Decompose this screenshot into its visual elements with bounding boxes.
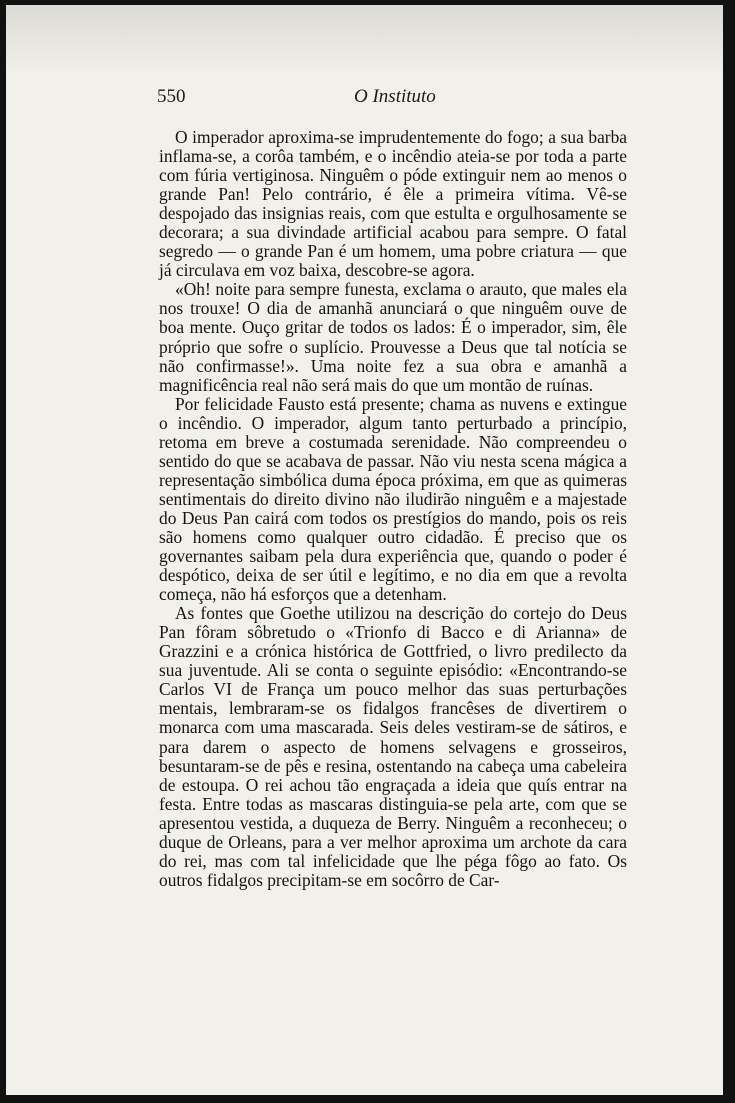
scan-shadow <box>6 5 723 75</box>
scan-border-right <box>723 0 735 1103</box>
page-header <box>157 86 627 112</box>
scan-border-left <box>0 0 6 1103</box>
paragraph: «Oh! noite para sempre funesta, exclama o arauto, que males ela nos trouxe! O dia de amanhã anunciará o que ninguêm ouve de boa mente. Ouço gritar de todos os lados: É o imperador, sim, êle próprio que sofre o suplício. Prouvesse a Deus que tal notícia se não confirmasse!». Uma noite fez a sua obra e amanhã a magnificência real não será mais do que um montão de ruínas. <box>159 279 627 395</box>
scan-border-bottom <box>0 1095 735 1103</box>
paragraph: O imperador aproxima-se imprudentemente do fogo; a sua barba inflama-se, a corôa também, e o incêndio ateia-se por toda a parte com fúria vertiginosa. Ninguêm o póde extinguir nem ao menos o grande Pan! Pelo contrário, é êle a primeira vítima. Vê-se despojado das insignias reais, com que estulta e orgulhosamente se decorara; a sua divindade artificial acabou para sempre. O fatal segredo — o grande Pan é um homem, uma pobre criatura — que já circulava em voz baixa, descobre-se agora. <box>159 127 627 281</box>
body-text <box>159 128 627 890</box>
paragraph: As fontes que Goethe utilizou na descrição do cortejo do Deus Pan fôram sôbretudo o «Trionfo di Bacco e di Arianna» de Grazzini e a crónica histórica de Gottfried, o livro predilecto da sua juventude. Ali se conta o seguinte episódio: «Encontrando-se Carlos VI de França um pouco melhor das suas perturbações mentais, lembraram-se os fidalgos francêses de divertirem o monarca com uma mascarada. Seis deles vestiram-se de sátiros, e para darem o aspecto de homens selvagens e grosseiros, besuntaram-se de pês e resina, ostentando na cabeça uma cabeleira de estoupa. O rei achou tão engraçada a ideia que quís entrar na festa. Entre todas as mascaras distinguia-se pela arte, com que se apresentou vestida, a duqueza de Berry. Ninguêm a reconheceu; o duque de Orleans, para a ver melhor aproxima um archote da cara do rei, mas com tal infelicidade que lhe péga fôgo ao fato. Os outros fidalgos precipitam-se em socôrro de Car- <box>159 603 627 890</box>
scan-border-top <box>0 0 735 5</box>
page-number: 550 <box>157 86 186 107</box>
paragraph: Por felicidade Fausto está presente; chama as nuvens e extingue o incêndio. O imperador, algum tanto perturbado a princípio, retoma em breve a costumada serenidade. Não compreendeu o sentido do que se acabava de passar. Não viu nesta scena mágica a representação simbólica duma época próxima, em que as quimeras sentimentais do direito divino não iludirão ninguêm e a majestade do Deus Pan cairá com todos os prestígios do mando, pois os reis são homens como qualquer outro cidadão. É preciso que os governantes saibam pela dura experiência que, quando o poder é despótico, deixa de ser útil e legítimo, e no dia em que a revolta começa, não há esforços que a detenham. <box>159 393 627 605</box>
running-title: O Instituto <box>354 86 436 107</box>
